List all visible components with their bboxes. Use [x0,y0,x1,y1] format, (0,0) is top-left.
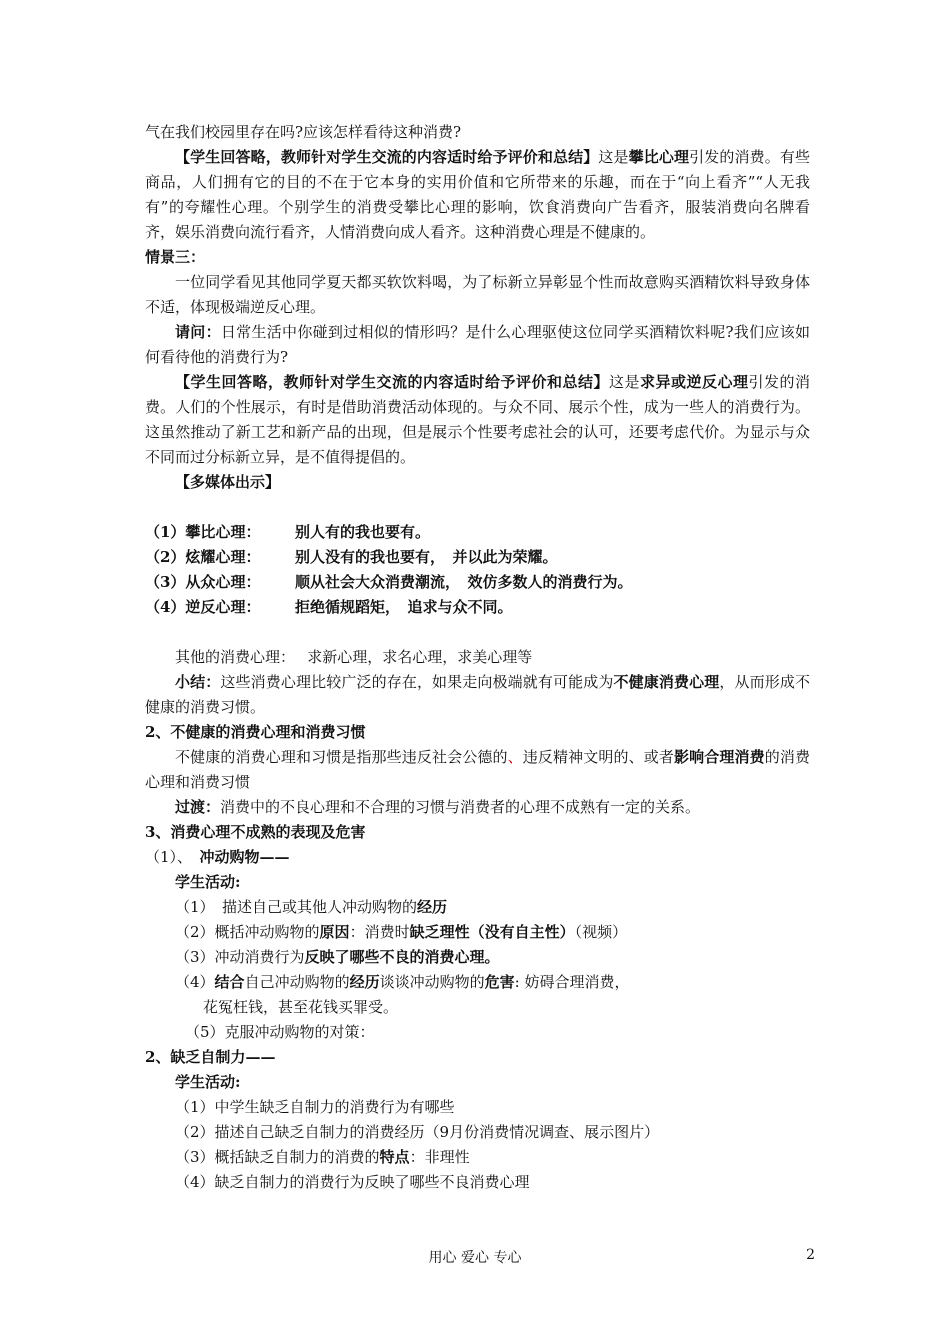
text: （4） [175,973,215,991]
spacer [145,495,810,520]
bold-text: 攀比心理 [628,148,690,166]
text: 不健康的消费心理和习惯是指那些违反社会公德的 [175,748,508,766]
bold-text: 经历 [349,973,380,991]
subheading [145,845,810,870]
psych-desc: 别人有的我也要有。 [295,523,431,541]
text: ，从而形成不健康的消费习惯。 [145,673,810,716]
paragraph [145,145,810,245]
bold-text: 【学生回答略，教师针对学生交流的内容适时给予评价和总结】 [175,148,599,166]
text: ：非理性 [409,1148,470,1166]
psych-item [145,520,810,545]
section-heading: 2、不健康的消费心理和消费习惯 [145,723,366,741]
text: : 妨碍合理消费， [514,973,630,991]
bold-text: 请问： [175,323,221,341]
activity-label: 学生活动: [175,873,241,891]
list-item [145,895,810,920]
bold-text: 缺乏理性（没有自主性） [409,923,575,941]
section-heading: 3、消费心理不成熟的表现及危害 [145,823,366,841]
activity-label: 学生活动: [175,1073,241,1091]
page-footer [0,1247,950,1269]
text: （1）、 [145,848,200,866]
multimedia-heading: 【多媒体出示】 [175,473,281,491]
footer-motto: 用心 爱心 专心 [428,1250,522,1266]
bold-text: 特点 [379,1148,410,1166]
text: 引发的消费。有些商品，人们拥有它的目的不在于它本身的实用价值和它所带来的乐趣，而在于“向上看齐”“人无我有”的夸耀性心理。个别学生的消费受攀比心理的影响，饮食消费向广告看齐，服装消费向名牌看齐，娱乐消费向流行看齐，人情消费向成人看齐。这种消费心理是不健康的。 [145,148,810,241]
list-item: （1）中学生缺乏自制力的消费行为有哪些 [175,1098,455,1116]
psych-label: （4）逆反心理： [145,598,261,616]
psych-label: （1）攀比心理： [145,523,261,541]
list-item [145,1145,810,1170]
paragraph [145,370,810,470]
text: 谈谈冲动购物的 [379,973,485,991]
text: 这是 [598,148,629,166]
page-number: 2 [806,1247,815,1263]
spacer [145,620,810,645]
list-item [145,970,810,995]
list-item: （4）缺乏自制力的消费行为反映了哪些不良消费心理 [175,1173,530,1191]
text: （3）概括缺乏自制力的消费的 [175,1148,380,1166]
text: 这些消费心理比较广泛的存在，如果走向极端就有可能成为 [220,673,614,691]
bold-text: 过渡： [175,798,221,816]
psych-item [145,545,810,570]
list-item: （5）克服冲动购物的对策： [185,1023,375,1041]
bold-text: 反映了哪些不良的消费心理。 [304,948,500,966]
psych-desc: 顺从社会大众消费潮流， 效仿多数人的消费行为。 [295,573,633,591]
text: 的消费心理和消费习惯 [145,748,810,791]
bold-text: 原因 [319,923,350,941]
bold-text: 经历 [417,898,448,916]
text: （2）概括冲动购物的 [175,923,320,941]
text: 消费中的不良心理和不合理的习惯与消费者的心理不成熟有一定的关系。 [220,798,701,816]
section-heading: 2、缺乏自制力—— [145,1048,276,1066]
psych-label: （3）从众心理： [145,573,261,591]
bold-text: 危害 [484,973,515,991]
list-item [145,945,810,970]
text: 气在我们校园里存在吗?应该怎样看待这种消费? [145,123,462,141]
bold-text: 影响合理消费 [673,748,765,766]
paragraph [145,745,810,795]
psych-item [145,595,810,620]
bold-text: 小结： [175,673,221,691]
bold-text: 求异或逆反心理 [639,373,749,391]
text: 引发的消费。人们的个性展示，有时是借助消费活动体现的。与众不同、展示个性，成为一些人的消费行为。这虽然推动了新工艺和新产品的出现，但是展示个性要考虑社会的认可，还要考虑代价。为显示与众不同而过分标新立异，是不值得提倡的。 [145,373,810,466]
paragraph [145,795,810,820]
text: （1） 描述自己或其他人冲动购物的 [175,898,418,916]
bold-text: 冲动购物—— [199,848,290,866]
list-item [145,920,810,945]
list-item-continuation: 花冤枉钱，甚至花钱买罪受。 [203,998,399,1016]
text: （视频） [574,923,628,941]
text: （3）冲动消费行为 [175,948,305,966]
paragraph [145,120,810,145]
text: 自己冲动购物的 [244,973,350,991]
bold-text: 【学生回答略，教师针对学生交流的内容适时给予评价和总结】 [175,373,609,391]
paragraph: 其他的消费心理： 求新心理，求名心理，求美心理等 [175,648,533,666]
section-heading: 情景三： [145,248,206,266]
text: 这是 [608,373,640,391]
list-item: （2）描述自己缺乏自制力的消费经历（9月份消费情况调查、展示图片） [175,1123,660,1141]
text: 、 [507,748,523,766]
paragraph [145,670,810,720]
bold-text: 结合 [214,973,245,991]
paragraph [145,320,810,370]
text: ：消费时 [349,923,410,941]
text: 违反精神文明的、或者 [522,748,674,766]
psych-item [145,570,810,595]
psych-desc: 别人没有的我也要有， 并以此为荣耀。 [295,548,558,566]
page-body [145,120,810,1195]
paragraph: 一位同学看见其他同学夏天都买软饮料喝，为了标新立异彰显个性而故意购买酒精饮料导致身体不适，体现极端逆反心理。 [145,273,810,316]
bold-text: 不健康消费心理 [613,673,720,691]
text: 日常生活中你碰到过相似的情形吗？是什么心理驱使这位同学买酒精饮料呢?我们应该如何看待他的消费行为? [145,323,810,366]
psych-desc: 拒绝循规蹈矩， 追求与众不同。 [295,598,513,616]
psych-label: （2）炫耀心理： [145,548,261,566]
